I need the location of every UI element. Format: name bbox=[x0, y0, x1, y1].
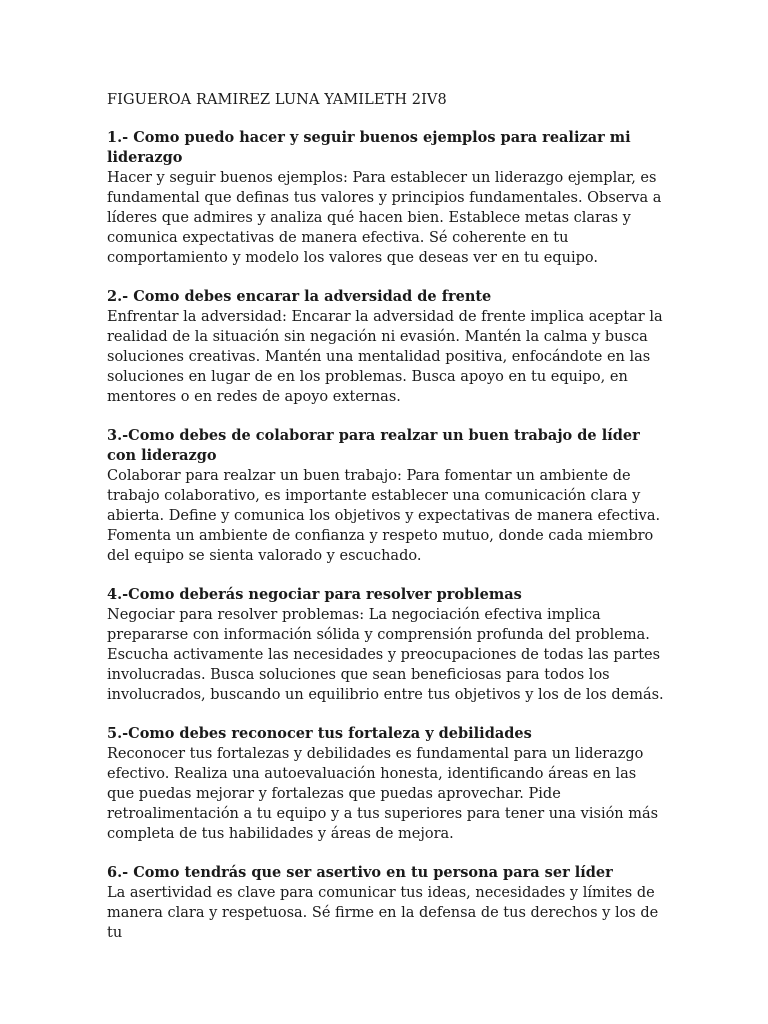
section-title: 6.- Como tendrás que ser asertivo en tu persona para ser líder bbox=[107, 864, 613, 881]
section-body: Enfrentar la adversidad: Encarar la adversidad de frente implica aceptar la realidad de la situación sin negación ni evasión. Mantén la calma y busca soluciones creativas. Mantén una mentalidad positiva, enfocándote en las soluciones en lugar de en los problemas. Busca apoyo en tu equipo, en mentores o en redes de apoyo externas. bbox=[107, 309, 663, 405]
section-6 bbox=[107, 863, 667, 943]
section-title: 4.-Como deberás negociar para resolver problemas bbox=[107, 586, 522, 603]
section-title: 5.-Como debes reconocer tus fortaleza y debilidades bbox=[107, 725, 532, 742]
section-title: 3.-Como debes de colaborar para realzar un buen trabajo de líder con liderazgo bbox=[107, 427, 640, 464]
section-4 bbox=[107, 585, 667, 705]
section-body: Negociar para resolver problemas: La negociación efectiva implica prepararse con información sólida y comprensión profunda del problema. Escucha activamente las necesidades y preocupaciones de todas las partes involucradas. Busca soluciones que sean beneficiosas para todos los involucrados, buscando un equilibrio entre tus objetivos y los de los demás. bbox=[107, 607, 664, 703]
section-body: Hacer y seguir buenos ejemplos: Para establecer un liderazgo ejemplar, es fundamental que definas tus valores y principios fundamentales. Observa a líderes que admires y analiza qué hacen bien. Establece metas claras y comunica expectativas de manera efectiva. Sé coherente en tu comportamiento y modelo los valores que deseas ver en tu equipo. bbox=[107, 170, 662, 266]
author-line: FIGUEROA RAMIREZ LUNA YAMILETH 2IV8 bbox=[107, 92, 447, 108]
section-1 bbox=[107, 128, 667, 268]
section-3 bbox=[107, 426, 667, 566]
document-page bbox=[107, 90, 667, 962]
section-2 bbox=[107, 287, 667, 407]
section-title: 2.- Como debes encarar la adversidad de frente bbox=[107, 288, 492, 305]
section-5 bbox=[107, 724, 667, 844]
section-title: 1.- Como puedo hacer y seguir buenos ejemplos para realizar mi liderazgo bbox=[107, 129, 631, 166]
section-body: La asertividad es clave para comunicar tus ideas, necesidades y límites de manera clara y respetuosa. Sé firme en la defensa de tus derechos y los de tu bbox=[107, 885, 659, 941]
section-body: Reconocer tus fortalezas y debilidades es fundamental para un liderazgo efectivo. Realiza una autoevaluación honesta, identificando áreas en las que puedas mejorar y fortalezas que puedas aprovechar. Pide retroalimentación a tu equipo y a tus superiores para tener una visión más completa de tus habilidades y áreas de mejora. bbox=[107, 746, 659, 842]
section-body: Colaborar para realzar un buen trabajo: Para fomentar un ambiente de trabajo colaborativo, es importante establecer una comunicación clara y abierta. Define y comunica los objetivos y expectativas de manera efectiva. Fomenta un ambiente de confianza y respeto mutuo, donde cada miembro del equipo se sienta valorado y escuchado. bbox=[107, 468, 661, 564]
